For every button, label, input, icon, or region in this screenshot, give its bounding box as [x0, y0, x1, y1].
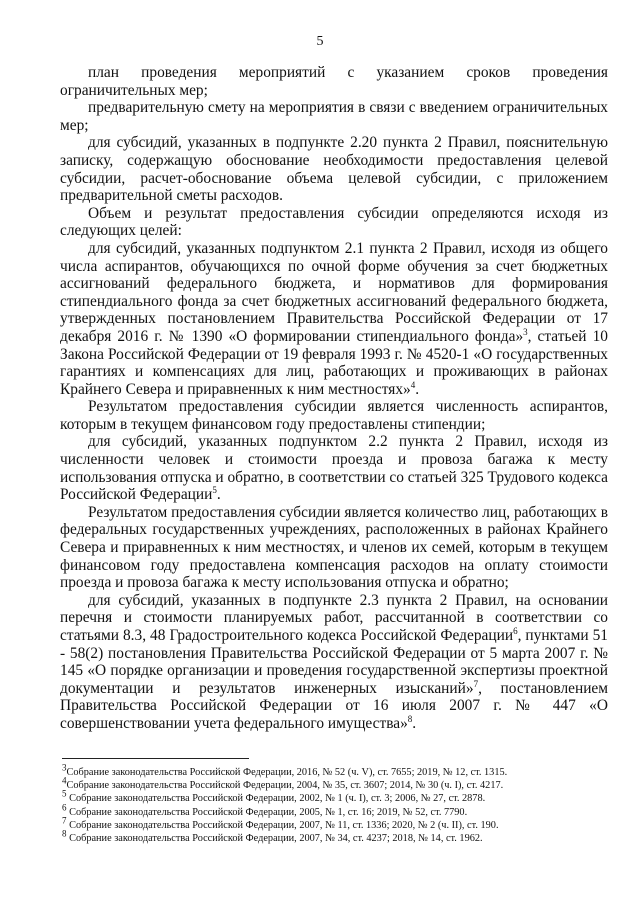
footnote: $^6$ Собрание законодательства Российской Федерации, 2005, № 1, ст. 16; 2019, № 52, ст. 7790.: [62, 802, 468, 818]
footnote-separator: [62, 758, 249, 759]
footnote: $^4$Собрание законодательства Российской Федерации, 2004, № 35, ст. 3607; 2014, № 30 (ч. I), ст. 4217.: [62, 775, 504, 792]
footnote: $^7$ Собрание законодательства Российской Федерации, 2007, № 11, ст. 1336; 2020, № 2 (ч. II), ст. 190.: [62, 815, 499, 831]
paragraph: Объем и результат предоставления субсидии определяются исходя из следующих целей:: [60, 204, 608, 240]
paragraph: Результатом предоставления субсидии является численность аспирантов, которым в текущем финансовом году предоставлены стипендии;: [60, 398, 608, 433]
footnote-ref: 7: [473, 678, 479, 689]
footnote-ref: 8: [407, 713, 413, 724]
footnote-ref: 4: [410, 379, 416, 390]
footnote-ref: 5: [212, 485, 217, 496]
paragraph: Результатом предоставления субсидии является количество лиц, работающих в федеральных государственных учреждениях, расположенных в районах Крайнего Севера и приравненных к ним местностях, и членов их семей, которым в текущем финансовом году предоставлена компенсация расходов на оплату стоимости проезда и провоза багажа к месту использования отпуска и обратно;: [60, 503, 608, 592]
paragraph: план проведения мероприятий с указанием сроков проведения ограничительных мер;: [60, 64, 608, 99]
footnote-ref: 6: [513, 625, 518, 636]
footnotes: [62, 762, 608, 845]
paragraph: для субсидий, указанных в подпункте 2.3 пункта 2 Правил, на основании перечня и стоимости планируемых работ, рассчитанной в соответствии со статьями 8.3, 48 Градостроительного кодекса Российской Федерации$^6$, пунктами 51 - 58(2) постановления Правительства Российской Федерации от 5 марта 2007 г. № 145 «О порядке организации и проведения государственной экспертизы проектной документации и результатов инженерных изысканий»$^7$, постановлением Правительства Российской Федерации от 16 июля 2007 г. № 447 «О совершенствовании учета федерального имущества»$^8$.: [60, 591, 609, 732]
footnote: $^5$ Собрание законодательства Российской Федерации, 2002, № 1 (ч. I), ст. 3; 2006, № 27, ст. 2878.: [62, 788, 486, 805]
body-text: [60, 64, 608, 733]
footnote: $^8$ Собрание законодательства Российской Федерации, 2007, № 34, ст. 4237; 2018, № 14, ст. 1962.: [62, 828, 483, 845]
paragraph: предварительную смету на мероприятия в связи с введением ограничительных мер;: [60, 99, 608, 134]
footnote-ref: 3: [523, 326, 528, 337]
footnote: $^3$Собрание законодательства Российской Федерации, 2016, № 52 (ч. V), ст. 7655; 2019, № 12, ст. 1315.: [62, 762, 508, 778]
page-number: 5: [316, 34, 324, 49]
paragraph: для субсидий, указанных подпунктом 2.2 пункта 2 Правил, исходя из численности человек и стоимости проезда и провоза багажа к месту использования отпуска и обратно, в соответствии со статьей 325 Трудового кодекса Российской Федерации$^5$.: [60, 433, 608, 504]
paragraph: для субсидий, указанных подпунктом 2.1 пункта 2 Правил, исходя из общего числа аспирантов, обучающихся по очной форме обучения за счет бюджетных ассигнований федерального бюджета, и нормативов для формирования стипендиального фонда за счет бюджетных ассигнований федерального бюджета, утвержденных постановлением Правительства Российской Федерации от 17 декабря 2016 г. № 1390 «О формировании стипендиального фонда»$^3$, статьей 10 Закона Российской Федерации от 19 февраля 1993 г. № 4520-1 «О государственных гарантиях и компенсациях для лиц, работающих и проживающих в районах Крайнего Севера и приравненных к ним местностях»$^4$.: [60, 239, 608, 398]
paragraph: для субсидий, указанных в подпункте 2.20 пункта 2 Правил, пояснительную записку, содержащую обоснование необходимости предоставления целевой субсидии, расчет-обоснование объема целевой субсидии, с приложением предварительной сметы расходов.: [60, 134, 608, 205]
